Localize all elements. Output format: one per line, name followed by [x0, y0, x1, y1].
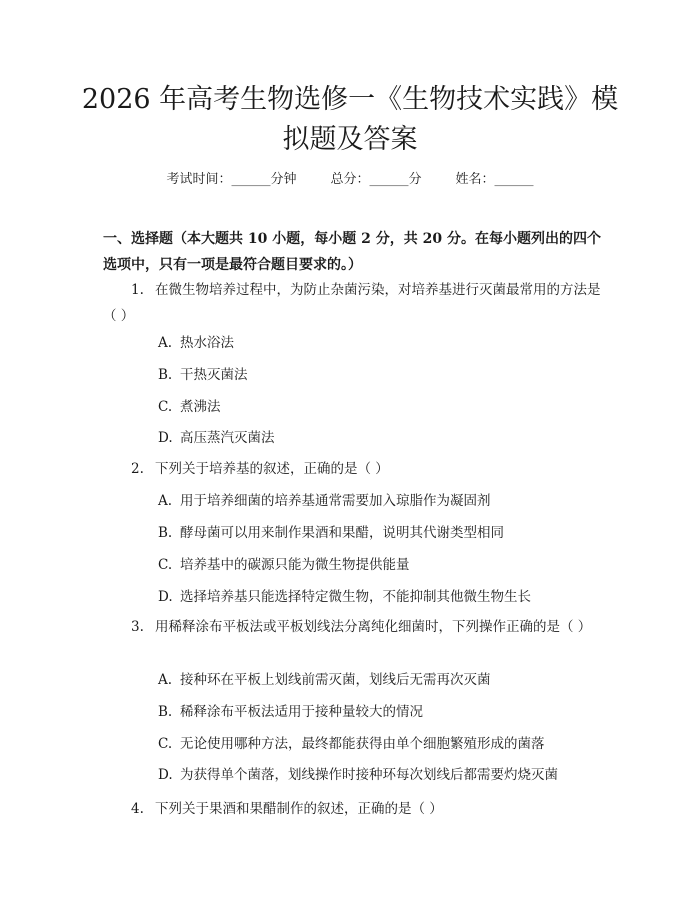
- question-number: 1.: [131, 282, 144, 298]
- option-2-c: C. 培养基中的碳源只能为微生物提供能量: [158, 557, 410, 573]
- option-2-a: A. 用于培养细菌的培养基通常需要加入琼脂作为凝固剂: [158, 493, 491, 509]
- question-3: [103, 614, 603, 640]
- question-number: 3.: [131, 619, 144, 635]
- option-1-c: C. 煮沸法: [158, 399, 221, 415]
- question-2: [103, 456, 603, 482]
- option-3-c: C. 无论使用哪种方法，最终都能获得由单个细胞繁殖形成的菌落: [158, 736, 545, 752]
- document-title: 2026 年高考生物选修一《生物技术实践》模拟题及答案: [81, 84, 619, 155]
- question-1: [103, 277, 603, 329]
- exam-name: 姓名：______: [455, 172, 534, 187]
- option-3-b: B. 稀释涂布平板法适用于接种量较大的情况: [158, 704, 423, 720]
- section-title: 一、选择题（本大题共 10 小题，每小题 2 分，共 20 分。在每小题列出的四个选项中，只有一项是最符合题目要求的。）: [103, 231, 601, 273]
- option-2-d: D. 选择培养基只能选择特定微生物，不能抑制其他微生物生长: [158, 589, 531, 605]
- question-text: 下列关于培养基的叙述，正确的是（ ）: [155, 461, 389, 477]
- question-number: 2.: [131, 461, 144, 477]
- option-3-d: D. 为获得单个菌落，划线操作时接种环每次划线后都需要灼烧灭菌: [158, 767, 558, 783]
- option-3-a: A. 接种环在平板上划线前需灭菌，划线后无需再次灭菌: [158, 672, 491, 688]
- option-1-a: A. 热水浴法: [158, 335, 234, 351]
- question-4: [103, 796, 603, 822]
- question-text: 用稀释涂布平板法或平板划线法分离纯化细菌时，下列操作正确的是（ ）: [155, 619, 592, 635]
- exam-time: 考试时间：______分钟: [166, 172, 297, 187]
- exam-score: 总分：______分: [330, 172, 422, 187]
- option-1-d: D. 高压蒸汽灭菌法: [158, 430, 275, 446]
- question-text: 在微生物培养过程中，为防止杂菌污染，对培养基进行灭菌最常用的方法是（ ）: [103, 282, 601, 324]
- option-2-b: B. 酵母菌可以用来制作果酒和果醋，说明其代谢类型相同: [158, 525, 504, 541]
- question-text: 下列关于果酒和果醋制作的叙述，正确的是（ ）: [155, 801, 443, 817]
- exam-info: [0, 168, 700, 187]
- option-1-b: B. 干热灭菌法: [158, 367, 248, 383]
- question-number: 4.: [131, 801, 144, 817]
